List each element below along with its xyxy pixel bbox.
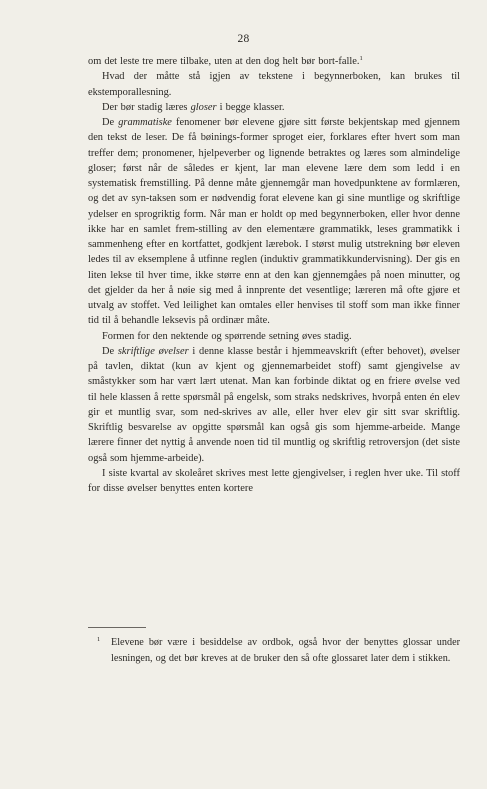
footnote-reference: 1 — [359, 55, 363, 62]
paragraph-text: I siste kvartal av skoleåret skrives mest lette gjengivelser, i reglen hver uke. Til stoff for disse øvelser benyttes enten kortere — [88, 467, 460, 494]
paragraph-text: De — [102, 117, 119, 128]
paragraph-p3 — [88, 100, 460, 115]
paragraph-p1 — [88, 54, 460, 69]
paragraph-text: Formen for den nektende og spørrende setning øves stadig. — [102, 330, 352, 342]
paragraph-text: i begge klasser. — [216, 101, 285, 113]
paragraph-text: Hvad der måtte stå igjen av tekstene i begynnerboken, kan brukes til ekstemporallesning. — [88, 71, 460, 98]
paragraph-p4 — [88, 115, 460, 329]
paragraph-text: Der bør stadig læres — [102, 101, 191, 113]
italic-term: gloser — [190, 101, 217, 113]
body-text — [88, 54, 460, 496]
paragraph-text: om det leste tre mere tilbake, uten at den dog helt bør bort-falle. — [88, 56, 360, 67]
footnote-marker: 1 — [97, 636, 101, 643]
paragraph-p6 — [88, 344, 460, 466]
paragraph-p2 — [88, 69, 460, 100]
footnote-separator — [88, 627, 146, 628]
footnote — [97, 635, 460, 667]
paragraph-text: De — [102, 345, 118, 357]
page-number: 28 — [237, 33, 250, 45]
italic-term: skriftlige øvelser — [117, 345, 189, 357]
paragraph-text: i denne klasse består i hjemmeavskrift (efter behovet), øvelser på tavlen, diktat (kun av kjent og gjennemarbeidet stoff) samt gjengivelse av småstykker som har vært lært utenat. Man kan forbinde diktat og en friere øvelse ved til hele klassen å rette spørsmål på engelsk, som straks nedskrives, hvorpå enten én elev gir et muntlig svar, som ned-skrives av alle, eller hver elev gir sitt svar skriftlig. Skriftlig besvarelse av opgitte spørsmål kan også gis som hjemme-arbeide. Mange lærere finner det nyttig å anvende noen tid til muntlig og skriftlig retroversjon (det siste også som hjemme-arbeide). — [88, 345, 460, 464]
paragraph-text: fenomener bør elevene gjøre sitt første bekjentskap med gjennem den tekst de leser. De få bøinings-former sproget eier, forklares efter hvert som man treffer dem; pronomener, hjelpeverber og lignende betraktes og læres som almindelige gloser; først når de således er kjent, lar man elevene lære dem som ledd i en systematisk fremstilling. På denne måte gjennemgår man hovedpunktene av formlæren, og det av syn-taksen som er nødvendig forat elevene kan gi sine muntlige og skriftlige ydelser en sprogriktig form. Når man er holdt op med begynnerboken, eller hvor denne ikke har en samlet frem-stilling av den elementære grammatikk, leses grammatikk i sammenheng efter en kortfattet, godkjent lærebok. I størst mulig utstrekning bør eleven ledes til av eksemplene å utfinne reglen (induktiv grammatikkundervisning). Der gis en liten lekse til hver time, ikke større enn at den kan gjennemgåes på noen minutter, og det gjelder da her å nøie sig med å innprente det vesentlige; læreren må ofte gjøre et utvalg av stoffet. Ved leilighet kan omtales eller henvises til stoff som man ikke finner tid til å behandle leksevis på ordinær måte. — [88, 117, 460, 327]
paragraph-p7 — [88, 466, 460, 497]
paragraph-p5 — [88, 329, 460, 344]
footnote-text: Elevene bør være i besiddelse av ordbok, også hvor der benyttes glossar under lesningen, og det bør kreves at de bruker den så ofte glossaret later dem i stikken. — [111, 637, 460, 665]
italic-term: grammatiske — [118, 117, 172, 128]
